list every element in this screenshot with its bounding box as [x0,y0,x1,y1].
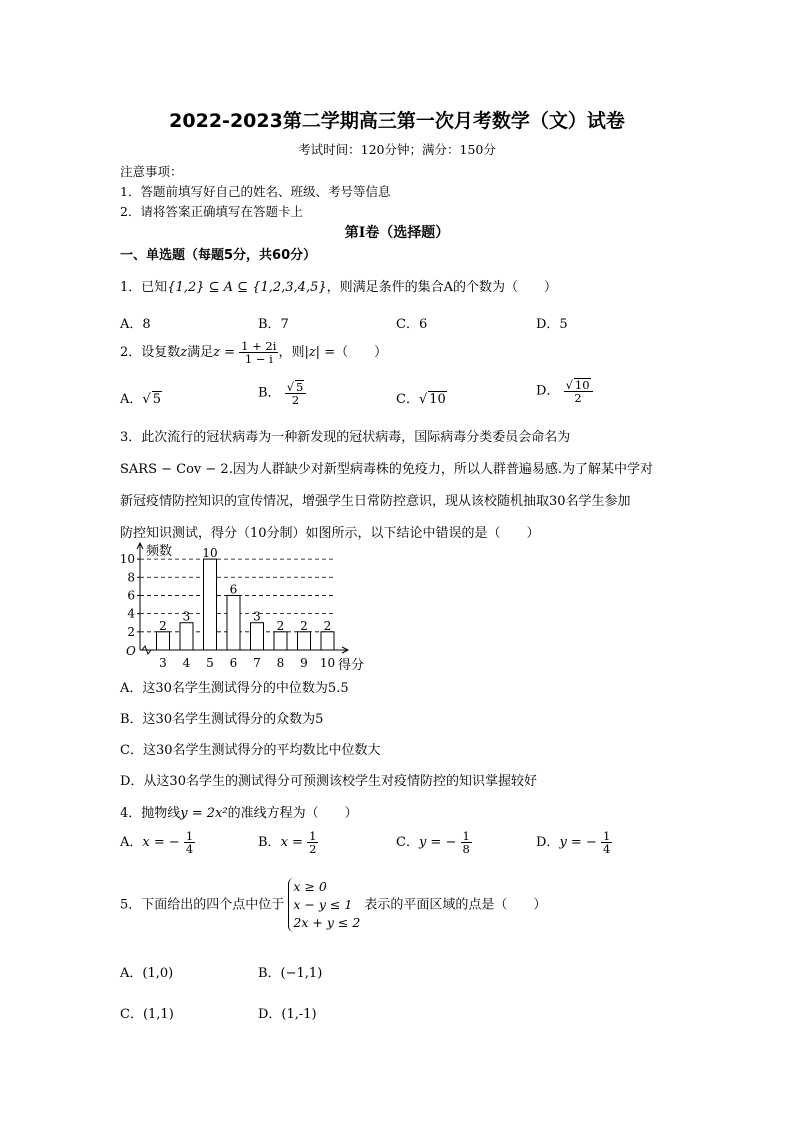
x-tick-label: 10 [319,656,336,670]
y-tick-label: 10 [119,552,135,567]
bar-value-label: 2 [159,618,167,633]
q1-option-d: D．5 [536,317,568,332]
x-tick-label: 6 [229,656,238,670]
bar [251,623,264,650]
x-tick-label: 8 [276,656,285,670]
q3-option-b: B．这30名学生测试得分的众数为5 [120,712,324,727]
exam-info: 考试时间：120分钟；满分：150分 [298,142,496,157]
q5-option-c: C．(1,1) [120,1007,174,1022]
q4-option-d: D．y = − $\frac{1}{4}$ [536,829,611,857]
question-3-line-4: 防控知识测试，得分（10分制）如图所示，以下结论中错误的是（ ） [120,526,540,541]
inequality-system: x ≥ 0 x − y ≤ 1 2x + y ≤ 2 [288,878,360,932]
y-tick-label: 2 [127,624,135,639]
bar-value-label: 2 [276,618,285,633]
question-3-line-3: 新冠疫情防控知识的宣传情况，增强学生日常防控意识，现从该校随机抽取30名学生参加 [120,494,631,509]
bar [298,632,311,650]
section-title: 第I卷（选择题） [344,225,450,241]
q4-option-b: B．x = $\frac{1}{2}$ [258,829,317,857]
x-tick-label: 5 [206,656,214,670]
bar [321,632,334,650]
notice-item-1: 1．答题前填写好自己的姓名、班级、考号等信息 [120,184,391,199]
q1-expression: {1,2} ⊆ A ⊆ {1,2,3,4,5} [167,280,327,295]
bar-value-label: 2 [323,618,332,633]
y-tick-label: 6 [127,588,135,603]
question-3-line-1: 3．此次流行的冠状病毒为一种新发现的冠状病毒，国际病毒分类委员会命名为 [120,430,571,445]
question-3-line-2: SARS − Cov − 2.因为人群缺少对新型病毒株的免疫力，所以人群普遍易感.为了解某中学对 [120,462,653,477]
q1-option-a: A．8 [120,317,151,332]
q4-option-a: A．x = − $\frac{1}{4}$ [120,829,194,857]
q2-option-d: D． $\frac{√ 10}{2}$ [536,378,593,404]
q4-expression: y = 2x² [180,806,228,821]
bar [157,632,170,650]
q1-option-c: C．6 [396,317,428,332]
bar-value-label: 3 [253,609,261,624]
bar-value-label: 3 [182,609,191,624]
x-axis-label: 得分 [338,658,365,672]
question-2: 2．设复数z满足z = $\frac{1 + 2i}{1 - i}$ ，则|z| =（ ） [120,339,388,367]
y-tick-label: 4 [127,606,135,621]
x-tick-label: 9 [300,656,308,670]
bar-value-label: 6 [229,582,238,597]
bar [204,559,217,650]
q2-option-b: B． $\frac{√ 5}{2}$ [258,380,306,406]
origin-label: O [126,644,136,658]
bar [227,595,240,650]
q2-option-c: C．√ 10 [396,392,446,407]
q3-option-d: D．从这30名学生的测试得分可预测该校学生对疫情防控的知识掌握较好 [120,774,537,789]
q5-option-b: B．(−1,1) [258,966,323,981]
question-5: 5．下面给出的四个点中位于 x ≥ 0 x − y ≤ 1 2x + y ≤ 2 表示的平面区域的点是（ ） [120,878,546,932]
q3-option-a: A．这30名学生测试得分的中位数为5.5 [120,681,349,696]
notice-heading: 注意事项： [120,164,183,179]
bar-value-label: 2 [300,618,308,633]
q5-option-a: A．(1,0) [120,966,174,981]
part-title: 一、单选题（每题5分，共60分） [120,248,317,263]
notice-item-2: 2．请将答案正确填写在答题卡上 [120,204,303,219]
x-tick-label: 7 [253,656,261,670]
q4-option-c: C．y = − $\frac{1}{8}$ [396,829,470,857]
bar [180,623,193,650]
x-tick-label: 3 [159,656,167,670]
q2-option-a: A．√ 5 [120,392,161,407]
question-4: 4．抛物线y = 2x²的准线方程为（ ） [120,806,358,821]
y-axis-label: 频数 [146,544,173,559]
y-tick-label: 8 [127,570,135,585]
q2-fraction: $\frac{1 + 2i}{1 - i}$ [241,339,277,367]
question-1: 1．已知{1,2} ⊆ A ⊆ {1,2,3,4,5}，则满足条件的集合A的个数为（ ） [120,280,558,295]
bar [274,632,287,650]
q3-option-c: C．这30名学生测试得分的平均数比中位数大 [120,743,381,758]
q5-option-d: D．(1,-1) [258,1007,317,1022]
page-title: 2022-2023第二学期高三第一次月考数学（文）试卷 [169,110,625,132]
x-tick-label: 4 [182,656,191,670]
score-frequency-chart [118,542,378,672]
bar-value-label: 10 [202,546,218,561]
q1-option-b: B．7 [258,317,289,332]
